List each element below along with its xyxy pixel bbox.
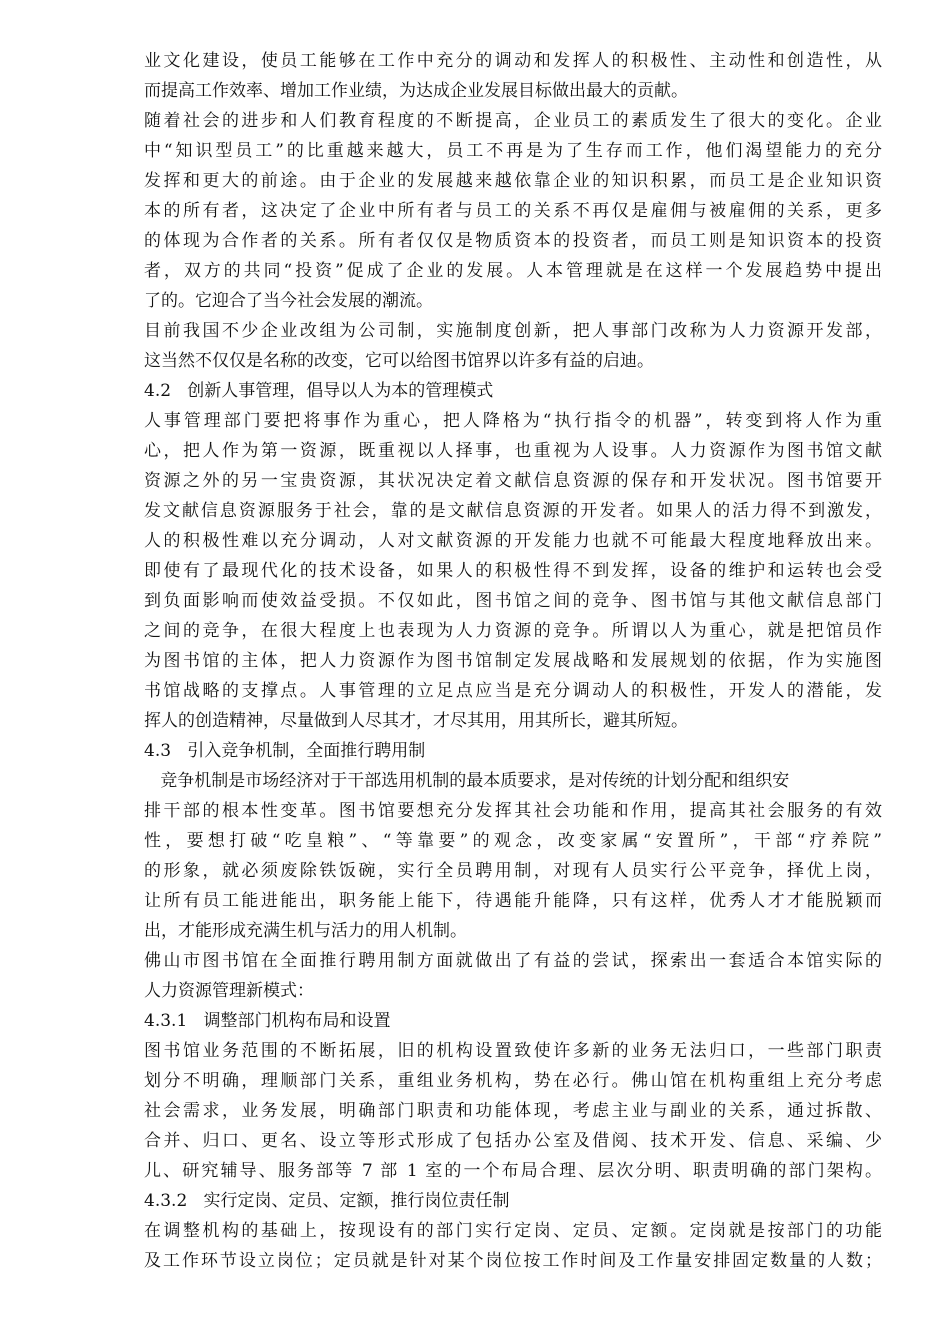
text-line: 这当然不仅仅是名称的改变，它可以给图书馆界以许多有益的启迪。 — [144, 351, 654, 371]
paragraph-1 — [144, 46, 882, 106]
text-line: 挥人的创造精神，尽量做到人尽其才，才尽其用，用其所长，避其所短。 — [144, 711, 688, 731]
text-line: 排干部的根本性变革。图书馆要想充分发挥其社会功能和作用，提高其社会服务的有效 — [144, 801, 882, 821]
text-line: 的形象，就必须废除铁饭碗，实行全员聘用制，对现有人员实行公平竞争，择优上岗， — [144, 861, 882, 881]
text-line: 佛山市图书馆在全面推行聘用制方面就做出了有益的尝试，探索出一套适合本馆实际的 — [144, 951, 882, 971]
text-line: 社会需求，业务发展，明确部门职责和功能体现，考虑主业与副业的关系，通过拆散、 — [144, 1101, 882, 1121]
text-line: 发文献信息资源服务于社会，靠的是文献信息资源的开发者。如果人的活力得不到激发， — [144, 501, 882, 521]
text-line: 为图书馆的主体，把人力资源作为图书馆制定发展战略和发展规划的依据，作为实施图 — [144, 651, 882, 671]
text-line: 的体现为合作者的关系。所有者仅仅是物质资本的投资者，而员工则是知识资本的投资 — [144, 231, 882, 251]
text-line: 竞争机制是市场经济对于干部选用机制的最本质要求，是对传统的计划分配和组织安 — [144, 771, 790, 791]
paragraph-4 — [144, 406, 882, 736]
text-line: 中“知识型员工”的比重越来越大，员工不再是为了生存而工作，他们渴望能力的充分 — [144, 141, 882, 161]
text-line: 随着社会的进步和人们教育程度的不断提高，企业员工的素质发生了很大的变化。企业 — [144, 111, 882, 131]
text-line: 人事管理部门要把将事作为重心，把人降格为“执行指令的机器”，转变到将人作为重 — [144, 411, 882, 431]
paragraph-6 — [144, 946, 882, 1006]
section-heading-4-3-1: 4.3.1 调整部门机构布局和设置 — [144, 1011, 391, 1031]
text-line: 合并、归口、更名、设立等形式形成了包括办公室及借阅、技术开发、信息、采编、少 — [144, 1131, 882, 1151]
document-page — [144, 46, 882, 1276]
paragraph-7 — [144, 1036, 882, 1186]
text-line: 人力资源管理新模式： — [144, 981, 314, 1001]
text-line: 而提高工作效率、增加工作业绩，为达成企业发展目标做出最大的贡献。 — [144, 81, 688, 101]
text-line: 心，把人作为第一资源，既重视以人择事，也重视为人设事。人力资源作为图书馆文献 — [144, 441, 882, 461]
section-heading-4-3: 4.3 引入竞争机制，全面推行聘用制 — [144, 741, 426, 761]
paragraph-5 — [144, 766, 882, 946]
text-line: 人的积极性难以充分调动，人对文献资源的开发能力也就不可能最大程度地释放出来。 — [144, 531, 882, 551]
text-line: 儿、研究辅导、服务部等 7 部 1 室的一个布局合理、层次分明、职责明确的部门架构。 — [144, 1161, 882, 1181]
paragraph-3 — [144, 316, 882, 376]
text-line: 发挥和更大的前途。由于企业的发展越来越依靠企业的知识积累，而员工是企业知识资 — [144, 171, 882, 191]
text-line: 书馆战略的支撑点。人事管理的立足点应当是充分调动人的积极性，开发人的潜能，发 — [144, 681, 882, 701]
text-line: 及工作环节设立岗位；定员就是针对某个岗位按工作时间及工作量安排固定数量的人数； — [144, 1251, 882, 1271]
text-line: 让所有员工能进能出，职务能上能下，待遇能升能降，只有这样，优秀人才才能脱颖而 — [144, 891, 882, 911]
text-line: 了的。它迎合了当今社会发展的潮流。 — [144, 291, 433, 311]
paragraph-2 — [144, 106, 882, 316]
section-heading-4-2: 4.2 创新人事管理，倡导以人为本的管理模式 — [144, 381, 494, 401]
text-line: 性，要想打破“吃皇粮”、“等靠要”的观念，改变家属“安置所”，干部“疗养院” — [144, 831, 882, 851]
text-line: 资源之外的另一宝贵资源，其状况决定着文献信息资源的保存和开发状况。图书馆要开 — [144, 471, 882, 491]
paragraph-8 — [144, 1216, 882, 1276]
text-line: 者，双方的共同“投资”促成了企业的发展。人本管理就是在这样一个发展趋势中提出 — [144, 261, 882, 281]
text-line: 目前我国不少企业改组为公司制，实施制度创新，把人事部门改称为人力资源开发部， — [144, 321, 882, 341]
text-line: 图书馆业务范围的不断拓展，旧的机构设置致使许多新的业务无法归口，一些部门职责 — [144, 1041, 882, 1061]
text-line: 本的所有者，这决定了企业中所有者与员工的关系不再仅是雇佣与被雇佣的关系，更多 — [144, 201, 882, 221]
text-line: 出，才能形成充满生机与活力的用人机制。 — [144, 921, 467, 941]
text-line: 之间的竞争，在很大程度上也表现为人力资源的竞争。所谓以人为重心，就是把馆员作 — [144, 621, 882, 641]
text-line: 到负面影响而使效益受损。不仅如此，图书馆之间的竞争、图书馆与其他文献信息部门 — [144, 591, 882, 611]
section-heading-4-3-2: 4.3.2 实行定岗、定员、定额，推行岗位责任制 — [144, 1191, 510, 1211]
text-line: 业文化建设，使员工能够在工作中充分的调动和发挥人的积极性、主动性和创造性，从 — [144, 51, 882, 71]
text-line: 在调整机构的基础上，按现设有的部门实行定岗、定员、定额。定岗就是按部门的功能 — [144, 1221, 882, 1241]
text-line: 即使有了最现代化的技术设备，如果人的积极性得不到发挥，设备的维护和运转也会受 — [144, 561, 882, 581]
text-line: 划分不明确，理顺部门关系，重组业务机构，势在必行。佛山馆在机构重组上充分考虑 — [144, 1071, 882, 1091]
